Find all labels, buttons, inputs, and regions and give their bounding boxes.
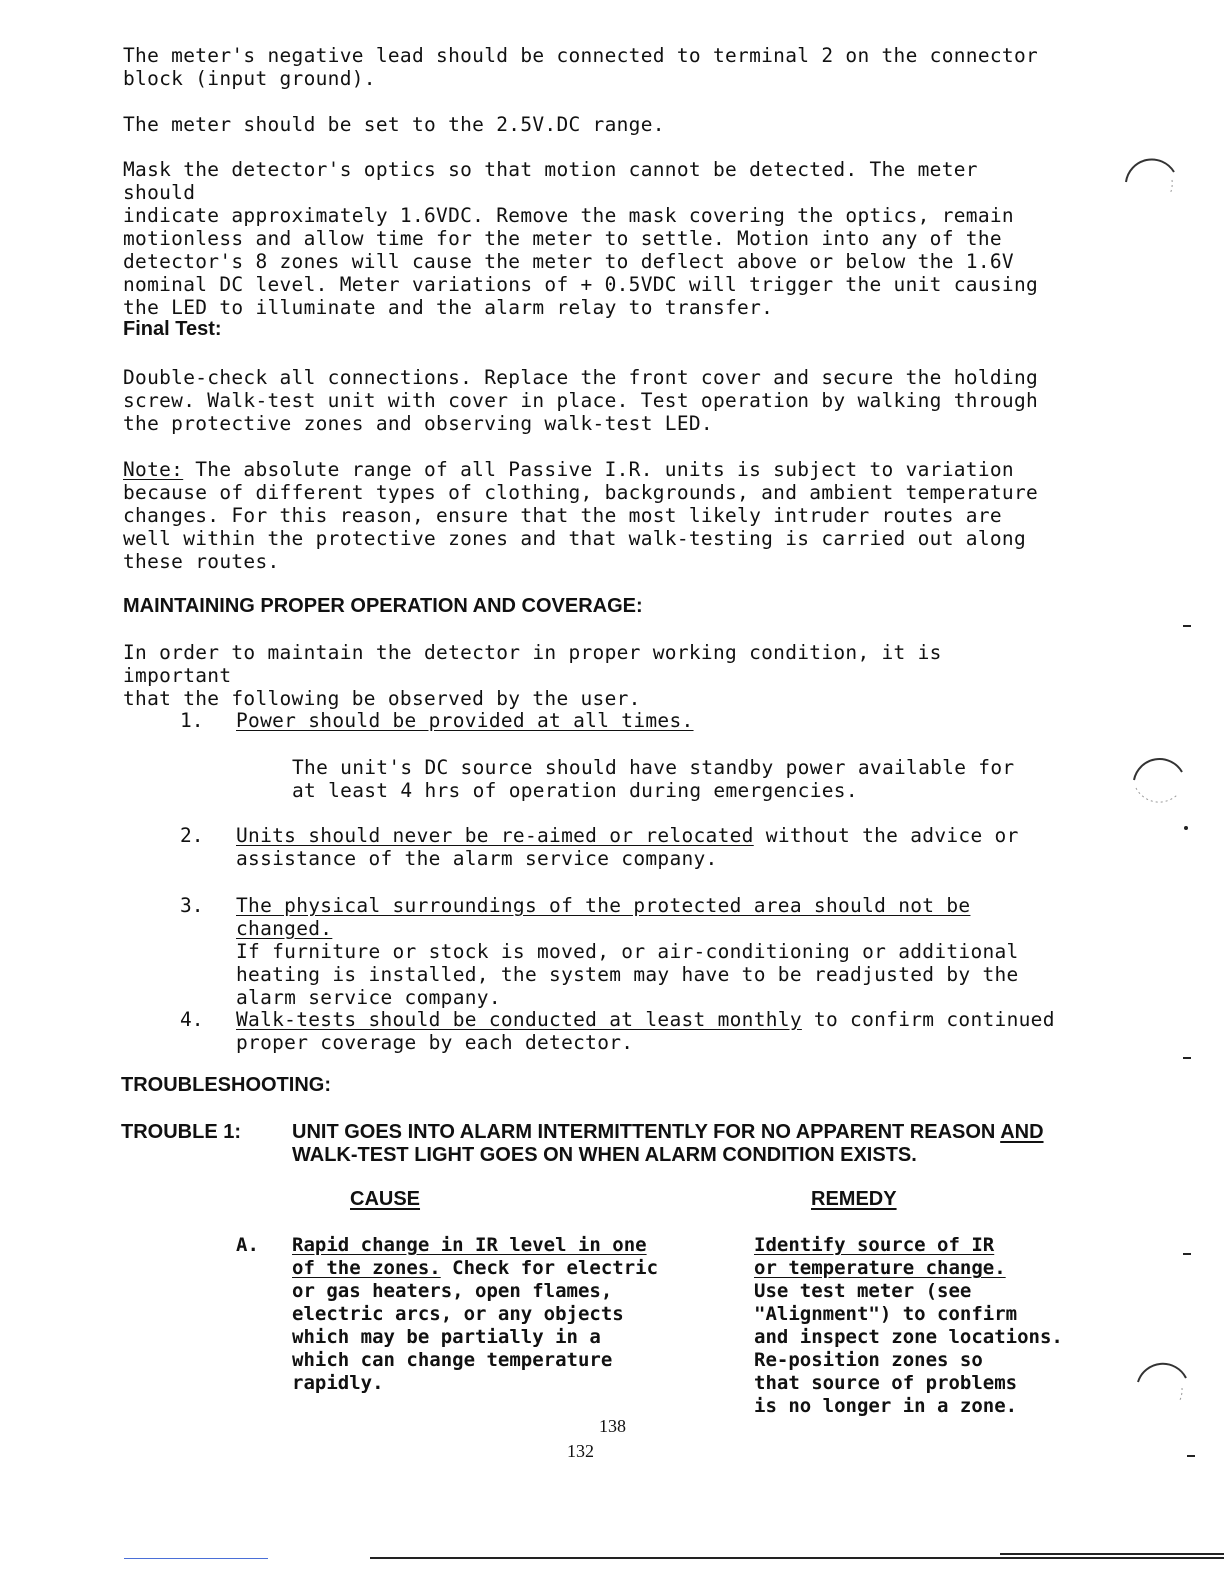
paragraph-double-check: Double-check all connections. Replace the front cover and secure the holding screw. Walk-test unit with cover in place. Test operation by walking through the protective zones and observing walk-test LED. [123, 366, 1039, 435]
trouble-description [292, 1121, 1052, 1167]
heading-final-test: Final Test: [123, 318, 222, 340]
margin-speck [1187, 1455, 1195, 1457]
trouble-text-rest: WALK-TEST LIGHT GOES ON WHEN ALARM CONDITION EXISTS. [292, 1144, 917, 1166]
list-item-4 [236, 1008, 1056, 1054]
list-number-2: 2. [180, 824, 204, 847]
binder-hole-mark-icon [1132, 1350, 1192, 1410]
list-item-1 [236, 709, 1056, 732]
margin-speck [1183, 625, 1191, 627]
remedy-text [754, 1234, 1064, 1418]
margin-speck [1184, 826, 1188, 830]
trouble-text-main: UNIT GOES INTO ALARM INTERMITTENTLY FOR NO APPARENT REASON [292, 1121, 1001, 1143]
list-item-1-underlined: Power should be provided at all times. [236, 709, 694, 732]
list-item-2-underlined: Units should never be re-aimed or relocated [236, 824, 754, 847]
remedy-rest: Use test meter (see "Alignment") to confirm and inspect zone locations. Re-position zones so that source of problems is no longer in a zone. [754, 1280, 1063, 1417]
list-item-3-underlined: The physical surroundings of the protected area should not be changed. [236, 894, 971, 940]
list-item-4-rest: to confirm continued proper coverage by each detector. [236, 1008, 1055, 1054]
cause-underlined: Rapid change in IR level in one of the zones. [292, 1234, 647, 1279]
list-item-2 [236, 824, 1056, 870]
margin-speck [1183, 1253, 1191, 1255]
cause-heading: CAUSE [350, 1188, 421, 1210]
list-item-2-rest: without the advice or assistance of the alarm service company. [236, 824, 1019, 870]
paragraph-mask-optics: Mask the detector's optics so that motion cannot be detected. The meter should indicate approximately 1.6VDC. Remove the mask covering the optics, remain motionless and allow time for the meter to settle. Motion into any of the detector's 8 zones will cause the meter to deflect above or below the 1.6V nominal DC level. Meter variations of + 0.5VDC will trigger the unit causing the LED to illuminate and the alarm relay to transfer. [123, 158, 1039, 319]
list-item-3-rest: If furniture or stock is moved, or air-conditioning or additional heating is installed, the system may have to be readjusted by the alarm service company. [236, 940, 1019, 1009]
heading-troubleshooting: TROUBLESHOOTING: [121, 1074, 331, 1096]
margin-speck [1183, 1057, 1191, 1059]
binder-hole-mark-icon [1120, 150, 1180, 210]
binder-hole-mark-icon [1128, 748, 1188, 808]
footer-rule-left [124, 1558, 268, 1559]
remedy-underlined: Identify source of IR or temperature change. [754, 1234, 1006, 1279]
cause-rest: Check for electric or gas heaters, open flames, electric arcs, or any objects which may be partially in a which can change temperature rapidly. [292, 1257, 659, 1394]
trouble-item-letter: A. [236, 1234, 259, 1256]
heading-maintaining: MAINTAINING PROPER OPERATION AND COVERAGE: [123, 595, 643, 617]
footer-rule-right [370, 1557, 1224, 1559]
list-number-1: 1. [180, 709, 204, 732]
paragraph-meter-lead: The meter's negative lead should be connected to terminal 2 on the connector block (input ground). [123, 44, 1039, 90]
note-label: Note: [123, 458, 184, 481]
trouble-text-and: AND [1000, 1121, 1044, 1143]
list-number-3: 3. [180, 894, 204, 917]
paragraph-meter-range: The meter should be set to the 2.5V.DC range. [123, 113, 665, 136]
remedy-heading: REMEDY [811, 1188, 897, 1210]
note-text: The absolute range of all Passive I.R. units is subject to variation because of different types of clothing, backgrounds, and ambient temperature changes. For this reason, ensure that the most likely intruder routes are well within the protective zones and that walk-testing is carried out along these routes. [123, 458, 1039, 573]
paragraph-maintain-intro: In order to maintain the detector in proper working condition, it is important that the following be observed by the user. [123, 641, 942, 710]
trouble-label: TROUBLE 1: [121, 1121, 241, 1143]
list-item-4-underlined: Walk-tests should be conducted at least monthly [236, 1008, 802, 1031]
cause-text [292, 1234, 712, 1395]
list-number-4: 4. [180, 1008, 204, 1031]
list-item-3 [236, 894, 1056, 1009]
page-number-lower: 132 [567, 1441, 594, 1461]
footer-rule-right-thick [1000, 1553, 1224, 1555]
list-item-1-sub: The unit's DC source should have standby power available for at least 4 hrs of operation during emergencies. [292, 756, 1015, 802]
paragraph-note [123, 458, 1048, 573]
page-number-upper: 138 [599, 1416, 626, 1436]
